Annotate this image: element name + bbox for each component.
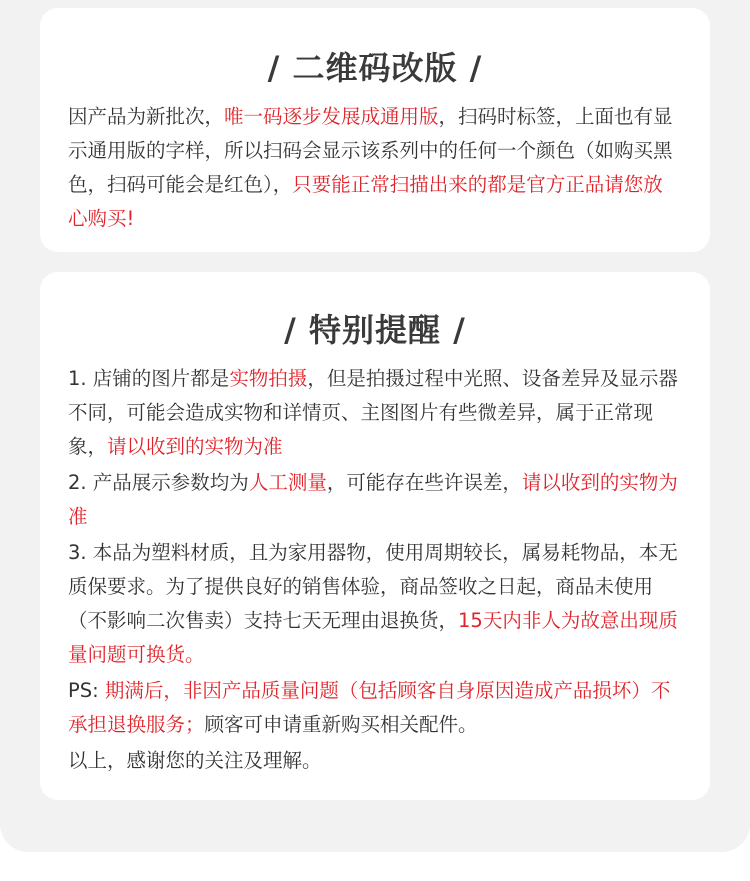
qr-change-text: [68, 100, 682, 236]
notice-item-3-highlight: 15天内非人为故意出现质量问题可换货。: [68, 609, 678, 666]
notice-ps: [68, 674, 682, 742]
notice-ps-text: 顾客可申请重新购买相关配件。: [204, 713, 478, 736]
notice-ps-highlight: 期满后，非因产品质量问题（包括顾客自身原因造成产品损坏）不承担退换服务；: [68, 679, 671, 736]
qr-change-card: [40, 8, 710, 252]
notice-item-2-text: 2. 产品展示参数均为: [68, 471, 249, 494]
notice-item-2: [68, 466, 682, 534]
notice-item-3: [68, 536, 682, 672]
qr-text-highlight-2: 只要能正常扫描出来的都是官方正品请您放心购买!: [68, 173, 663, 230]
qr-change-title: / 二维码改版 /: [267, 49, 483, 87]
notice-closing: 以上，感谢您的关注及理解。: [68, 749, 322, 772]
notice-item-2-note: 请以收到的实物为准: [68, 471, 678, 528]
notice-list: [68, 362, 682, 778]
notice-item-3-text: 3. 本品为塑料材质，且为家用器物，使用周期较长，属易耗物品，本无质保要求。为了提供良好的销售体验，商品签收之日起，商品未使用（不影响二次售卖）支持七天无理由退换货，: [68, 541, 678, 632]
notice-item-1: [68, 362, 682, 464]
special-notice-card: [40, 272, 710, 800]
qr-text-highlight-1: 唯一码逐步发展成通用版: [224, 105, 439, 128]
notice-item-2-highlight: 人工测量: [248, 471, 327, 494]
notice-item-2-body: ，可能存在些许误差，: [326, 471, 522, 494]
notice-ps-label: PS:: [68, 679, 105, 702]
notice-item-1-note: 请以收到的实物为准: [107, 435, 283, 458]
qr-text-3: ，扫码时标签，上面也有显示通用版的字样，所以扫码会显示该系列中的任何一个颜色（如购买黑色，扫码可能会是红色），: [68, 105, 673, 196]
notice-item-1-highlight: 实物拍摄: [229, 367, 308, 390]
special-notice-title: / 特别提醒 /: [284, 311, 466, 349]
qr-text-1: 因产品为新批次，: [68, 105, 225, 128]
notice-item-1-text: 1. 店铺的图片都是: [68, 367, 230, 390]
notice-item-1-body: ，但是拍摄过程中光照、设备差异及显示器不同，可能会造成实物和详情页、主图图片有些微差异，属于正常现象，: [68, 367, 678, 458]
